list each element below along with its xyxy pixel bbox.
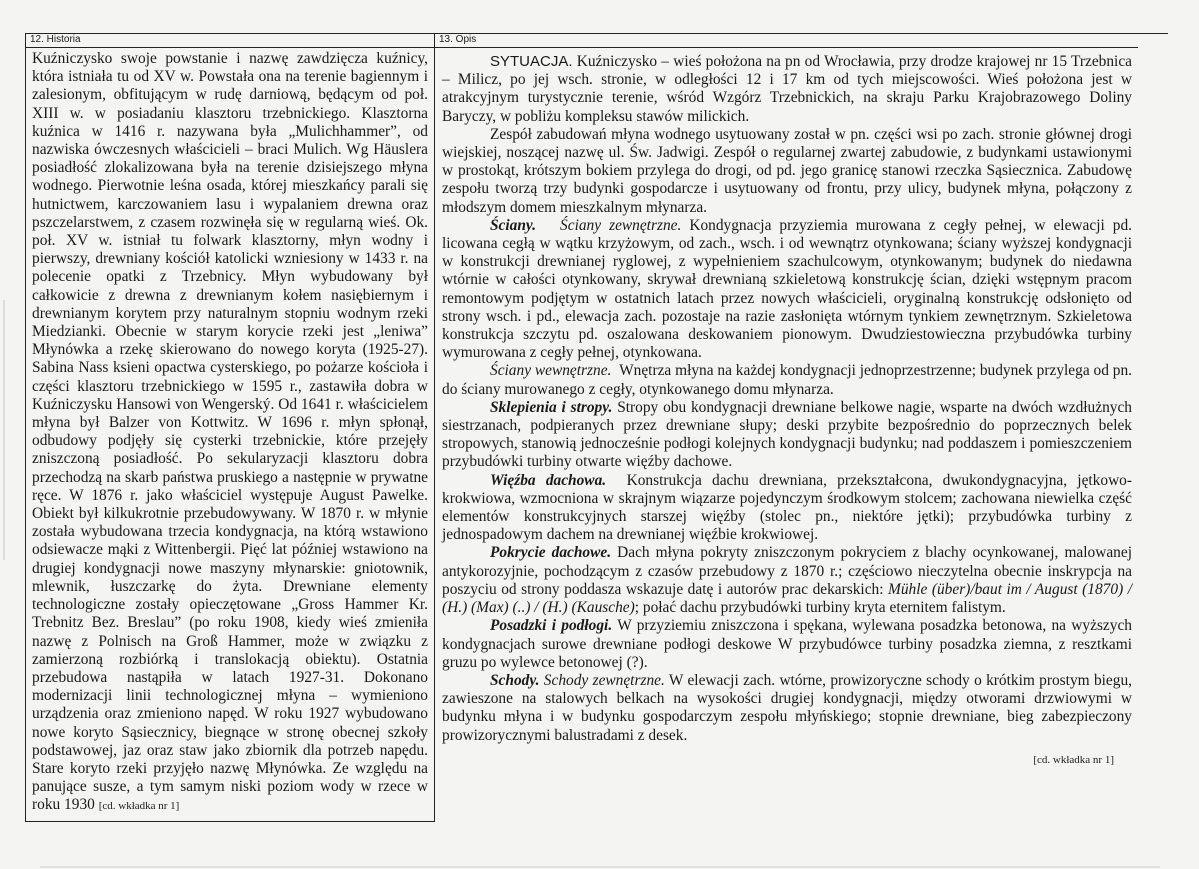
stairs-lead: Schody. <box>490 671 540 689</box>
paragraph-floors <box>442 617 1132 672</box>
history-header: 12. Historia <box>26 33 434 48</box>
paragraph-complex <box>442 126 1132 217</box>
roof-truss-text: Konstrukcja dachu drewniana, przekształcona, dwukondygnacyjna, jętkowo-krokwiowa, wzmocniona w skrajnym wiązarze pojedynczym środkowym stolcem; zachowana niewielka część elementów konstrukcyjnych starszej więźby (stolec pn., niektóre jętki); przybudówka turbiny z jednospadowym dachem na drewnianej więźbie krokwiowej. <box>442 471 1132 544</box>
history-text <box>26 48 434 816</box>
floors-lead: Posadzki i podłogi. <box>490 617 613 635</box>
roofing-lead: Pokrycie dachowe. <box>490 544 612 562</box>
history-continuation-ref: [cd. wkładka nr 1] <box>98 800 180 813</box>
floors-text: W przyziemiu zniszczona i spękana, wylewana posadzka betonowa, na wyższych kondygnacjach surowe drewniane podłogi deskowe W przybudówce turbiny posadzka ziemna, z resztkami gruzu po wylewce betonowej (?). <box>442 617 1132 671</box>
roofing-text-end: ; połać dachu przybudówki turbiny kryta eternitem falistym. <box>634 599 1006 617</box>
stairs-external-sub: Schody zewnętrzne. <box>543 671 665 689</box>
walls-lead: Ściany. <box>490 216 537 234</box>
complex-text: Zespół zabudowań młyna wodnego usytuowany został w pn. części wsi po zach. stronie głównej drogi wiejskiej, noszącej nazwę ul. Św. Jadwigi. Zespół o regularnej zwartej zabudowie, z budynkami ustawionymi w prostokąt, krótszym bokiem przylega do drogi, od pd. jego granicę stanowi rzeczka Sąsiecznica. Zabudowę zespołu tworzą trzy budynki gospodarcze i usytuowany od frontu, przy ulicy, budynek młyna, połączony z młodszym domem mieszkalnym młynarza. <box>442 125 1132 216</box>
walls-external-sub: Ściany zewnętrzne. <box>560 216 682 234</box>
paragraph-roof-truss <box>442 472 1132 545</box>
stairs-text: W elewacji zach. wtórne, prowizoryczne schody o krótkim prostym biegu, zawieszone na stalowych belkach na wysokości drugiej kondygnacji, między otworami drzwiowymi w budynku młyna i w budynku gospodarczym zespołu młyńskiego; stopnie drewniane, bieg zabezpieczony prowizorycznymi balustradami z desek. <box>442 671 1132 744</box>
situation-text: Kuźniczysko – wieś położona na pn od Wrocławia, przy drodze krajowej nr 15 Trzebnica – Milicz, po jej wsch. stronie, w odległości 12 i 17 km od tych miejscowości. Wieś położona jest w atrakcyjnym turystycznie terenie, wśród Wzgórz Trzebnickich, na skraju Parku Krajobrazowego Doliny Baryczy, w pobliżu kompleksu stawów milickich. <box>442 53 1132 125</box>
history-body: Kuźniczysko swoje powstanie i nazwę zawdzięcza kuźnicy, która istniała tu od XV w. Powstała ona na terenie bagiennym i zalesionym, obfitującym w rudę darniową, będącym od poł. XIII w. w posiadaniu klasztoru trzebnickiego. Klasztorna kuźnica w 1416 r. nazywana była „Mulichhammer”, od nazwiska ówczesnych właścicieli – braci Mulich. Wg Häuslera posiadłość zlokalizowana była na terenie dzisiejszego młyna wodnego. Pierwotnie leśna osada, której mieszkańcy parali się hutnictwem, karczowaniem lasu i wypalaniem drewna oraz pszczelarstwem, z czasem rozwinęła się w regularną wieś. Ok. poł. XV w. istniał tu folwark klasztorny, młyn wodny i pierwszy, drewniany kościół katolicki wzniesiony w 1433 r. na polecenie opatki z Trzebnicy. Młyn wybudowany był całkowicie z drewna z drewnianym kołem nasiębiernym i drewnianym korytem przy naturalnym stopniu wodnym rzeki Miedzianki. Obecnie w starym korycie rzeki jest „leniwa” Młynówka a rzekę skierowano do nowego koryta (1925-27). Sabina Nass ksieni opactwa cysterskiego, po pożarze kościoła i części klasztoru trzebnickiego w 1595 r., zastawiła dobra w Kuźniczysku Hansowi von Wengerský. Od 1641 r. właścicielem młyna był Balzer von Kottwitz. W 1696 r. młyn spłonął, odbudowy podjęły się cysterki trzebnickie, które przejęły zniszczoną posiadłość. Po sekularyzacji klasztoru dobra przechodzą na skarb państwa pruskiego a następnie w prywatne ręce. W 1876 r. jako właściciel występuje August Pawelke. Obiekt był kilkukrotnie przebudowywany. W 1870 r. w młynie została wybudowana trzecia kondygnacja, na którą wstawiono odsiewacze mąki z Wittenbergii. Pięć lat później wstawiono na drugiej kondygnacji nowe maszyny młynarskie: gniotownik, mlewnik, łuszczarkę do żyta. Drewniane elementy technologiczne zostały opieczętowane „Gross Hammer Kr. Trebnitz Bez. Breslau” (po roku 1908, kiedy wieś zmieniła nazwę z Polnisch na Groß Hammer, może w związku z zamierzoną rozbiórką i translokacją obiektu). Ostatnia przebudowa nastąpiła w latach 1927-31. Dokonano modernizacji linii technologicznej młyna – wymieniono urządzenia oraz zmieniono napęd. W roku 1927 wybudowano nowe koryto Sąsiecznicy, biegnące w stronę obecnej szkoły podstawowej, jaz oraz staw jako zbiornik dla potrzeb napędu. Stare koryto rzeki przyjęło nazwę Młynówka. Ze względu na panujące susze, a tym samym niski poziom wody w rzece w roku 1930 <box>32 50 428 814</box>
roof-truss-lead: Więźba dachowa. <box>490 471 607 489</box>
paragraph-stairs <box>442 672 1132 745</box>
walls-internal-text: Wnętrza młyna na każdej kondygnacji jednoprzestrzenne; budynek przylega od pn. do ściany murowanego z cegły, otynkowanego domu młynarza. <box>442 362 1133 398</box>
scan-edge-left <box>3 300 5 560</box>
scan-edge-bottom <box>40 866 1160 868</box>
paragraph-walls <box>442 217 1132 363</box>
paragraph-situation <box>442 53 1132 126</box>
walls-external-text: Kondygnacja przyziemia murowana z cegły pełnej, w elewacji pd. licowana cegłą w wątku krzyżowym, od zach., wsch. i od wewnątrz otynkowana; ściany wyższej kondygnacji w konstrukcji drewnianej ryglowej, z wypełnieniem szachulcowym, otynkowanym; budynek do niedawna wtórnie w całości otynkowany, skrywał drewnianą szkieletową konstrukcję ścian, dzięki wstępnym pracom remontowym podjętym w ostatnich latach przez nowych właścicieli, oryginalną konstrukcję odsłonięto od strony wsch. i pd., elewacja zach. pozostaje na razie zasłonięta wtórnym tynkiem zewnętrznym. Szkieletowa konstrukcja szczytu pd. oszalowana deskowaniem pionowym. Dwudziestowieczna przybudówka turbiny wymurowana z cegły pełnej, otynkowana. <box>442 216 1132 362</box>
description-column <box>435 33 1138 822</box>
description-continuation-ref: [cd. wkładka nr 1] <box>1033 753 1114 766</box>
ceilings-lead: Sklepienia i stropy. <box>490 398 613 416</box>
roofing-inscription: Mühle (über)/baut im / August (1870) / (H.) (Max) (..) / (H.) (Kausche) <box>442 580 1132 617</box>
paragraph-roofing <box>442 544 1132 617</box>
description-text <box>435 48 1138 769</box>
situation-lead: SYTUACJA. <box>490 53 573 70</box>
paragraph-walls-internal <box>442 362 1132 398</box>
walls-internal-sub: Ściany wewnętrzne. <box>490 362 612 380</box>
paragraph-ceilings <box>442 399 1132 472</box>
description-header: 13. Opis <box>435 33 1138 48</box>
history-column <box>25 33 435 822</box>
roofing-text: Dach młyna pokryty zniszczonym pokryciem z blachy ocynkowanej, malowanej antykorozyjnie, pochodzącym z czasów przebudowy z 1870 r.; częściowo nieczytelna obecnie inskrypcja na poszyciu od strony poddasza wskazuje datę i autorów prac dekarskich: <box>442 544 1132 598</box>
ceilings-text: Stropy obu kondygnacji drewniane belkowe nagie, wsparte na dwóch wzdłużnych siestrzanach, podpieranych przez drewniane słupy; deski przybite bezpośrednio do poprzecznych belek stropowych, stanowią jednocześnie podłogi kolejnych kondygnacji budynku; nad poddaszem i pomieszczeniem przybudówki turbiny otwarte więźby dachowe. <box>442 398 1132 471</box>
